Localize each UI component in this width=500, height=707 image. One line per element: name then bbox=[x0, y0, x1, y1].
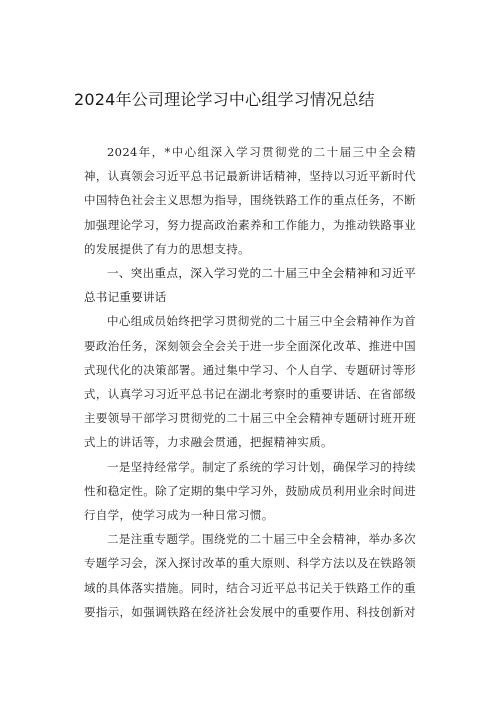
intro-paragraph: 2024年，*中心组深入学习贯彻党的二十届三中全会精神，认真领会习近平总书记最新讲话精神，坚持以习近平新时代中国特色社会主义思想为指导，围绕铁路工作的重点任务，不断加强理论学习，努力提高政治素养和工作能力，为推动铁路事业的发展提供了有力的思想支持。 bbox=[84, 145, 416, 256]
body-paragraph: 二是注重专题学。围绕党的二十届三中全会精神，举办多次专题学习会，深入探讨改革的重大原则、科学方法以及在铁路领域的具体落实措施。同时，结合习近平总书记关于铁路工作的重要指示，如强调铁路在经济社会发展中的重要作用、科技创新对 bbox=[84, 532, 416, 619]
section-heading: 一、突出重点，深入学习党的二十届三中全会精神和习近平总书记重要讲话 bbox=[84, 266, 416, 305]
body-paragraph: 中心组成员始终把学习贯彻党的二十届三中全会精神作为首要政治任务，深刻领会全会关于进一步全面深化改革、推进中国式现代化的决策部署。通过集中学习、个人自学、专题研讨等形式，认真学习习近平总书记在湖北考察时的重要讲话、在省部级主要领导干部学习贯彻党的二十届三中全会精神专题研讨班开班式上的讲话等，力求融会贯通，把握精神实质。 bbox=[84, 314, 416, 450]
document-body bbox=[84, 140, 416, 624]
document-title: 2024年公司理论学习中心组学习情况总结 bbox=[74, 90, 375, 109]
body-paragraph: 一是坚持经常学。制定了系统的学习计划，确保学习的持续性和稳定性。除了定期的集中学习外，鼓励成员利用业余时间进行自学，使学习成为一种日常习惯。 bbox=[84, 459, 416, 523]
